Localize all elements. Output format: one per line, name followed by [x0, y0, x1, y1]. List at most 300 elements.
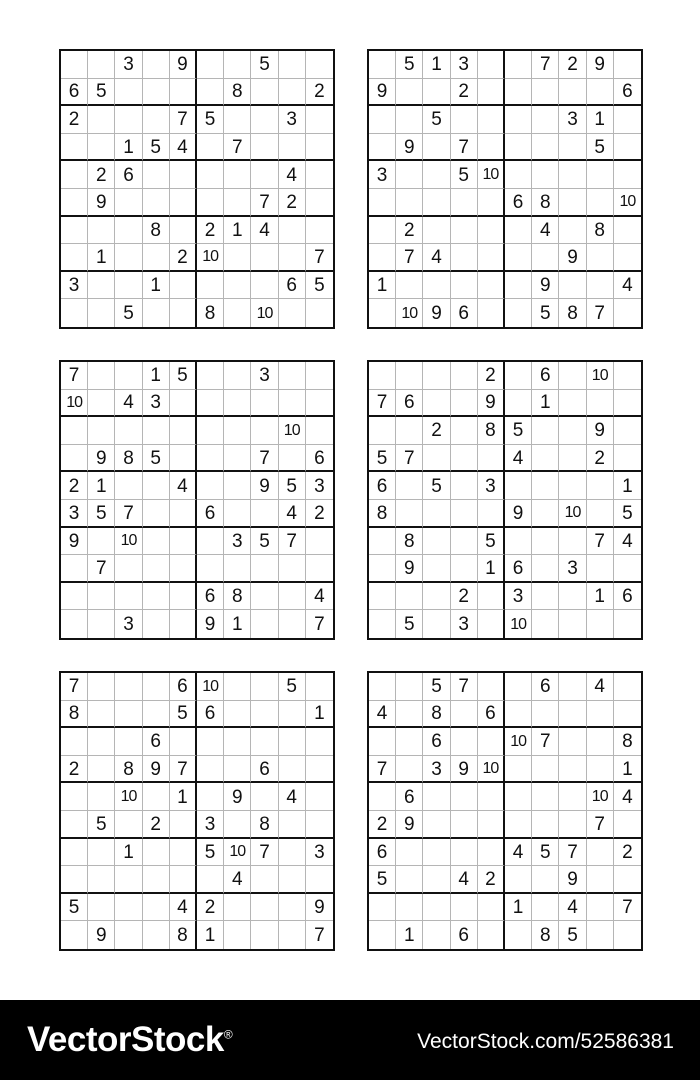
grid-cell — [143, 555, 170, 583]
grid-cell: 10 — [505, 728, 532, 756]
image-id-label: VectorStock.com/52586381 — [417, 1030, 674, 1053]
grid-cell — [369, 555, 396, 583]
grid-cell: 5 — [423, 106, 450, 134]
grid-cell — [88, 51, 115, 79]
grid-cell — [170, 839, 197, 867]
grid-cell — [224, 272, 251, 300]
grid-cell: 1 — [369, 272, 396, 300]
grid-cell — [478, 673, 505, 701]
grid-cell — [88, 106, 115, 134]
grid-cell: 2 — [478, 866, 505, 894]
grid-cell — [478, 244, 505, 272]
grid-cell — [451, 839, 478, 867]
grid-cell — [170, 217, 197, 245]
grid-cell: 9 — [505, 500, 532, 528]
grid-cell: 4 — [614, 528, 641, 556]
grid-cell — [559, 673, 586, 701]
grid-cell: 7 — [369, 756, 396, 784]
grid-cell — [197, 417, 224, 445]
grid-cell: 5 — [423, 673, 450, 701]
grid-cell — [197, 555, 224, 583]
grid-cell — [224, 299, 251, 327]
grid-cell: 7 — [115, 500, 142, 528]
sudoku-grid-3 — [59, 360, 335, 640]
grid-cell — [251, 921, 278, 949]
grid-cell — [478, 894, 505, 922]
grid-cell: 1 — [423, 51, 450, 79]
grid-cell — [451, 189, 478, 217]
brand-logo — [27, 1020, 232, 1060]
sudoku-grid-4 — [367, 360, 643, 640]
grid-cell — [587, 272, 614, 300]
grid-cell: 8 — [197, 299, 224, 327]
grid-cell: 4 — [505, 445, 532, 473]
grid-cell: 2 — [197, 894, 224, 922]
grid-cell — [143, 51, 170, 79]
grid-cell — [505, 106, 532, 134]
grid-cell — [143, 839, 170, 867]
grid-cell: 6 — [423, 728, 450, 756]
grid-cell: 1 — [224, 217, 251, 245]
grid-cell — [88, 583, 115, 611]
grid-cell: 7 — [614, 894, 641, 922]
grid-cell — [279, 134, 306, 162]
grid-cell — [478, 728, 505, 756]
grid-cell — [251, 783, 278, 811]
grid-cell: 10 — [614, 189, 641, 217]
grid-cell: 5 — [451, 161, 478, 189]
grid-cell — [423, 161, 450, 189]
grid-cell — [143, 417, 170, 445]
grid-cell: 6 — [532, 673, 559, 701]
grid-cell — [279, 51, 306, 79]
grid-cell: 5 — [478, 528, 505, 556]
grid-cell — [61, 217, 88, 245]
grid-cell: 10 — [197, 673, 224, 701]
grid-cell — [197, 134, 224, 162]
grid-cell — [306, 783, 333, 811]
grid-cell — [170, 390, 197, 418]
grid-cell — [88, 673, 115, 701]
grid-cell — [559, 701, 586, 729]
grid-cell: 9 — [478, 390, 505, 418]
grid-cell — [61, 51, 88, 79]
grid-cell: 2 — [279, 189, 306, 217]
grid-cell — [396, 272, 423, 300]
grid-cell: 9 — [197, 610, 224, 638]
grid-cell — [61, 839, 88, 867]
grid-cell — [279, 811, 306, 839]
grid-cell — [61, 244, 88, 272]
grid-cell — [478, 783, 505, 811]
grid-cell: 4 — [559, 894, 586, 922]
grid-cell — [587, 756, 614, 784]
grid-cell: 9 — [306, 894, 333, 922]
grid-cell — [396, 106, 423, 134]
grid-cell — [61, 161, 88, 189]
grid-cell — [478, 79, 505, 107]
grid-cell: 6 — [61, 79, 88, 107]
grid-cell — [451, 272, 478, 300]
grid-cell — [505, 134, 532, 162]
grid-cell — [279, 217, 306, 245]
grid-cell: 9 — [88, 189, 115, 217]
grid-cell: 1 — [478, 555, 505, 583]
grid-cell — [279, 390, 306, 418]
grid-cell: 4 — [614, 783, 641, 811]
grid-cell — [423, 79, 450, 107]
grid-cell: 6 — [396, 783, 423, 811]
grid-cell — [143, 673, 170, 701]
grid-cell — [143, 500, 170, 528]
grid-cell: 8 — [170, 921, 197, 949]
grid-cell: 2 — [587, 445, 614, 473]
grid-cell — [115, 811, 142, 839]
grid-cell — [423, 134, 450, 162]
grid-cell — [224, 921, 251, 949]
grid-cell: 4 — [170, 134, 197, 162]
grid-cell — [306, 106, 333, 134]
grid-cell: 8 — [532, 189, 559, 217]
grid-cell: 1 — [587, 106, 614, 134]
grid-cell — [532, 445, 559, 473]
grid-cell — [369, 106, 396, 134]
grid-cell: 6 — [306, 445, 333, 473]
grid-cell — [587, 500, 614, 528]
grid-cell — [170, 500, 197, 528]
grid-cell — [306, 161, 333, 189]
grid-cell — [396, 189, 423, 217]
grid-cell — [61, 134, 88, 162]
grid-cell — [170, 272, 197, 300]
grid-cell: 5 — [396, 610, 423, 638]
grid-cell — [306, 728, 333, 756]
grid-cell — [306, 866, 333, 894]
grid-cell — [614, 51, 641, 79]
grid-cell — [614, 445, 641, 473]
grid-cell — [614, 866, 641, 894]
grid-cell: 2 — [451, 79, 478, 107]
grid-cell: 10 — [587, 783, 614, 811]
grid-cell: 5 — [251, 528, 278, 556]
grid-cell — [88, 839, 115, 867]
grid-cell: 7 — [559, 839, 586, 867]
grid-cell — [61, 866, 88, 894]
grid-cell — [143, 610, 170, 638]
grid-cell: 8 — [369, 500, 396, 528]
grid-cell — [532, 783, 559, 811]
grid-cell — [306, 51, 333, 79]
grid-cell — [451, 244, 478, 272]
grid-cell — [532, 106, 559, 134]
grid-cell: 2 — [306, 79, 333, 107]
grid-cell — [451, 528, 478, 556]
grid-cell: 6 — [532, 362, 559, 390]
grid-cell — [532, 244, 559, 272]
grid-cell — [170, 417, 197, 445]
grid-cell: 3 — [197, 811, 224, 839]
grid-cell — [532, 134, 559, 162]
grid-cell: 2 — [61, 106, 88, 134]
grid-cell — [143, 583, 170, 611]
grid-cell — [478, 217, 505, 245]
grid-cell — [532, 811, 559, 839]
grid-cell — [478, 500, 505, 528]
grid-cell: 6 — [197, 701, 224, 729]
grid-cell: 7 — [532, 51, 559, 79]
grid-cell — [532, 79, 559, 107]
grid-cell — [61, 299, 88, 327]
grid-cell — [170, 811, 197, 839]
grid-cell — [587, 894, 614, 922]
grid-cell — [279, 299, 306, 327]
grid-cell: 9 — [559, 866, 586, 894]
grid-cell: 4 — [369, 701, 396, 729]
grid-cell: 6 — [279, 272, 306, 300]
grid-cell: 2 — [170, 244, 197, 272]
grid-cell: 5 — [279, 472, 306, 500]
grid-cell: 8 — [396, 528, 423, 556]
grid-cell: 7 — [587, 299, 614, 327]
grid-cell — [197, 728, 224, 756]
grid-cell: 3 — [115, 51, 142, 79]
grid-cell — [614, 299, 641, 327]
grid-cell — [143, 472, 170, 500]
grid-cell: 5 — [170, 362, 197, 390]
grid-cell: 2 — [614, 839, 641, 867]
grid-cell: 9 — [396, 811, 423, 839]
grid-cell: 3 — [369, 161, 396, 189]
grid-cell — [451, 783, 478, 811]
grid-cell — [369, 783, 396, 811]
grid-cell — [478, 134, 505, 162]
grid-cell: 7 — [279, 528, 306, 556]
grid-cell — [423, 528, 450, 556]
grid-cell — [170, 161, 197, 189]
grid-cell — [614, 610, 641, 638]
grid-cell — [396, 79, 423, 107]
grid-cell: 1 — [88, 472, 115, 500]
grid-cell — [251, 610, 278, 638]
grid-cell: 7 — [314, 614, 325, 636]
grid-cell — [423, 583, 450, 611]
grid-cell — [170, 555, 197, 583]
grid-cell — [143, 528, 170, 556]
grid-cell — [614, 217, 641, 245]
grid-cell — [279, 244, 306, 272]
grid-cell — [251, 701, 278, 729]
grid-cell — [115, 79, 142, 107]
grid-cell: 7 — [251, 445, 278, 473]
grid-cell — [369, 217, 396, 245]
grid-cell: 3 — [451, 610, 478, 638]
grid-cell — [143, 783, 170, 811]
grid-cell — [614, 362, 641, 390]
grid-cell — [170, 299, 197, 327]
grid-cell — [396, 701, 423, 729]
grid-cell — [306, 417, 333, 445]
grid-cell: 9 — [88, 921, 115, 949]
grid-cell — [115, 472, 142, 500]
grid-cell — [224, 500, 251, 528]
grid-cell — [306, 673, 333, 701]
grid-cell — [478, 106, 505, 134]
grid-cell — [197, 472, 224, 500]
grid-cell: 7 — [451, 673, 478, 701]
grid-cell — [587, 472, 614, 500]
grid-cell — [478, 921, 505, 949]
grid-cell — [451, 500, 478, 528]
grid-cell — [423, 445, 450, 473]
grid-cell: 6 — [505, 189, 532, 217]
grid-cell: 3 — [143, 390, 170, 418]
grid-cell — [115, 272, 142, 300]
grid-cell — [251, 417, 278, 445]
grid-cell — [505, 528, 532, 556]
grid-cell: 4 — [451, 866, 478, 894]
grid-cell — [143, 244, 170, 272]
grid-cell: 9 — [587, 417, 614, 445]
grid-cell — [306, 555, 333, 583]
grid-cell — [369, 51, 396, 79]
grid-cell — [251, 244, 278, 272]
grid-cell: 3 — [61, 272, 88, 300]
grid-cell: 7 — [170, 756, 197, 784]
grid-cell — [532, 555, 559, 583]
grid-cell — [369, 728, 396, 756]
grid-cell: 6 — [369, 472, 396, 500]
grid-cell: 9 — [224, 783, 251, 811]
grid-cell — [197, 390, 224, 418]
grid-cell — [61, 555, 88, 583]
grid-cell — [451, 417, 478, 445]
grid-cell: 6 — [115, 161, 142, 189]
grid-cell — [88, 866, 115, 894]
grid-cell: 2 — [369, 811, 396, 839]
grid-cell — [197, 783, 224, 811]
grid-cell: 5 — [396, 51, 423, 79]
grid-cell — [88, 417, 115, 445]
grid-cell — [559, 756, 586, 784]
grid-cell: 3 — [61, 500, 88, 528]
grid-cell — [224, 756, 251, 784]
grid-cell: 9 — [396, 555, 423, 583]
grid-cell — [532, 500, 559, 528]
grid-cell: 10 — [279, 417, 306, 445]
grid-cell: 6 — [197, 500, 224, 528]
grid-cell — [396, 500, 423, 528]
grid-cell: 7 — [170, 106, 197, 134]
grid-cell — [306, 217, 333, 245]
grid-cell — [559, 783, 586, 811]
grid-cell: 7 — [306, 244, 333, 272]
grid-cell — [423, 390, 450, 418]
grid-cell — [61, 783, 88, 811]
grid-cell — [115, 866, 142, 894]
grid-cell — [396, 161, 423, 189]
grid-cell: 7 — [532, 728, 559, 756]
grid-cell — [115, 728, 142, 756]
grid-cell: 8 — [559, 299, 586, 327]
grid-cell: 7 — [369, 390, 396, 418]
grid-cell — [170, 79, 197, 107]
grid-cell — [532, 417, 559, 445]
grid-cell — [559, 528, 586, 556]
grid-cell — [224, 390, 251, 418]
grid-cell — [197, 272, 224, 300]
grid-cell — [559, 161, 586, 189]
grid-cell — [197, 528, 224, 556]
grid-cell: 1 — [396, 921, 423, 949]
grid-cell — [451, 217, 478, 245]
grid-cell — [451, 894, 478, 922]
grid-cell — [505, 299, 532, 327]
grid-cell: 6 — [170, 673, 197, 701]
grid-cell — [559, 362, 586, 390]
grid-cell — [614, 701, 641, 729]
grid-cell — [279, 555, 306, 583]
grid-cell — [532, 610, 559, 638]
grid-cell: 8 — [61, 701, 88, 729]
grid-cell — [143, 701, 170, 729]
grid-cell — [423, 189, 450, 217]
grid-cell — [115, 244, 142, 272]
grid-cell — [532, 756, 559, 784]
grid-cell: 9 — [61, 528, 88, 556]
grid-cell — [224, 894, 251, 922]
grid-cell: 5 — [369, 445, 396, 473]
grid-cell — [587, 189, 614, 217]
grid-cell — [505, 161, 532, 189]
grid-cell — [587, 244, 614, 272]
grid-cell — [423, 811, 450, 839]
grid-cell — [143, 894, 170, 922]
grid-cell — [143, 189, 170, 217]
grid-cell: 5 — [505, 417, 532, 445]
grid-cell — [532, 161, 559, 189]
grid-cell — [505, 362, 532, 390]
grid-cell — [369, 610, 396, 638]
grid-cell — [143, 921, 170, 949]
grid-cell — [559, 445, 586, 473]
grid-cell — [396, 362, 423, 390]
grid-cell — [559, 272, 586, 300]
grid-cell: 6 — [505, 555, 532, 583]
grid-cell — [115, 701, 142, 729]
grid-cell: 3 — [279, 106, 306, 134]
grid-cell: 9 — [423, 299, 450, 327]
grid-cell: 1 — [505, 894, 532, 922]
grid-cell: 9 — [559, 244, 586, 272]
grid-cell — [306, 134, 333, 162]
grid-cell — [505, 272, 532, 300]
grid-cell: 5 — [197, 106, 224, 134]
grid-cell: 4 — [423, 244, 450, 272]
grid-cell: 5 — [279, 673, 306, 701]
grid-cell — [251, 583, 278, 611]
grid-cell: 1 — [115, 839, 142, 867]
grid-cell: 4 — [115, 390, 142, 418]
grid-cell: 5 — [143, 134, 170, 162]
grid-cell: 3 — [306, 839, 333, 867]
grid-cell: 2 — [306, 500, 333, 528]
grid-cell — [143, 106, 170, 134]
grid-cell — [423, 217, 450, 245]
grid-cell — [423, 839, 450, 867]
watermark-footer — [0, 1000, 700, 1080]
grid-cell — [532, 472, 559, 500]
grid-cell: 1 — [224, 610, 251, 638]
